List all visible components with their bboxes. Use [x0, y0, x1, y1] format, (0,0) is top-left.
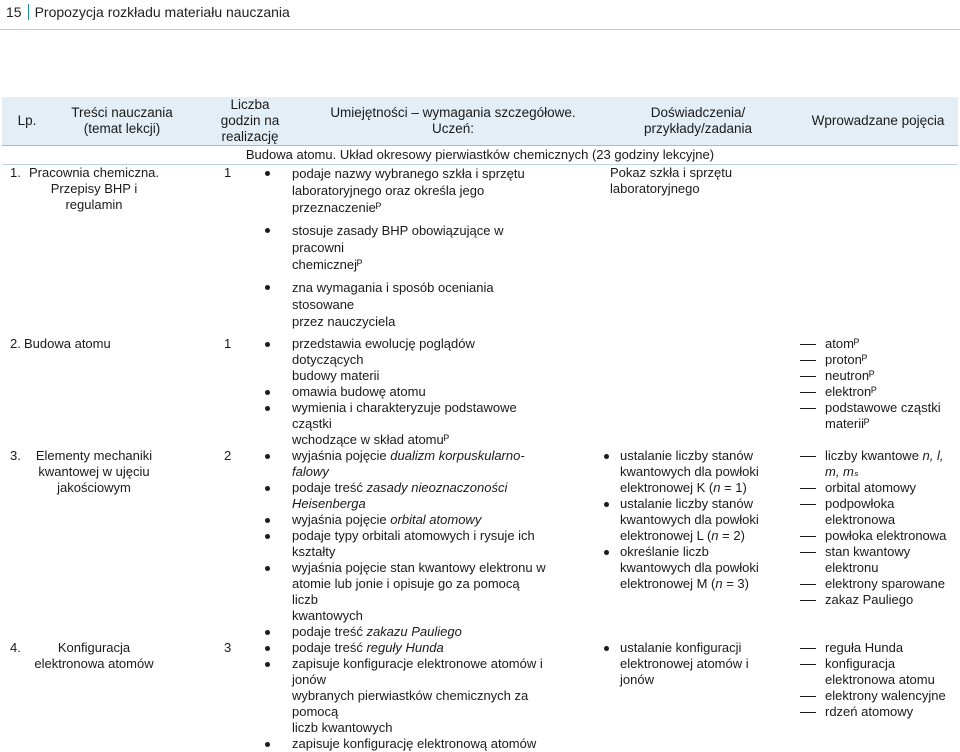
header-hours: Liczba godzin na realizację	[192, 97, 308, 146]
concept-item: reguła Hunda	[798, 640, 958, 656]
skill-item: stosuje zasady BHP obowiązujące w pracowni chemicznejᴾ	[258, 222, 548, 273]
skill-item: podaje typy orbitali atomowych i rysuje ich kształty	[258, 528, 548, 560]
experiment-item: ustalanie liczby stanów kwantowych dla powłoki elektronowej L (n = 2)	[598, 496, 798, 544]
skills-list	[258, 336, 548, 448]
experiments-list	[598, 448, 798, 592]
skill-item: wyjaśnia pojęcie orbital atomowy	[258, 512, 548, 528]
table-row	[2, 165, 958, 337]
row-number: 3.	[10, 448, 21, 463]
lesson-hours: 3	[224, 640, 232, 655]
header-experiments: Doświadczenia/ przykłady/zadania	[598, 97, 798, 146]
skills-list	[258, 165, 548, 330]
lesson-topic: Elementy mechaniki kwantowej w ujęciu jakościowym	[35, 448, 153, 495]
skill-item: podaje treść zasady nieoznaczoności Heisenberga	[258, 480, 548, 512]
header-lp: Lp.	[2, 97, 52, 146]
concepts-list	[798, 640, 958, 720]
concept-item: orbital atomowy	[798, 480, 958, 496]
page-header	[6, 0, 290, 24]
concept-item: atomᴾ	[798, 336, 958, 352]
experiments-cell	[598, 336, 798, 448]
lesson-topic: Pracownia chemiczna. Przepisy BHP i regulamin	[28, 165, 160, 212]
header-skills: Umiejętności – wymagania szczegółowe. Uczeń:	[308, 97, 598, 146]
concept-item: podstawowe cząstki materiiᴾ	[798, 400, 958, 432]
concept-item: protonᴾ	[798, 352, 958, 368]
lesson-hours: 1	[224, 336, 232, 351]
skill-item: zapisuje konfigurację elektronową atomów	[258, 736, 548, 752]
table-row	[2, 336, 958, 448]
skill-item: podaje treść reguły Hunda	[258, 640, 548, 656]
page-number: 15	[6, 4, 22, 20]
experiment-text: Pokaz szkła i sprzętu laboratoryjnego	[610, 165, 733, 196]
concepts-list	[798, 448, 958, 608]
skill-item: wyjaśnia pojęcie dualizm korpuskularno-falowy	[258, 448, 548, 480]
skills-cell	[258, 165, 548, 337]
skills-cell	[258, 448, 548, 640]
skill-item: podaje nazwy wybranego szkła i sprzętu laboratoryjnego oraz określa jego przeznaczenieᴾ	[258, 165, 548, 216]
concept-item: liczby kwantowe n, l, m, mₛ	[798, 448, 958, 480]
skills-list	[258, 448, 548, 640]
concept-item: konfiguracja elektronowa atomu	[798, 656, 958, 688]
concepts-cell	[798, 448, 958, 640]
lesson-hours: 1	[224, 165, 232, 180]
skill-item: przedstawia ewolucję poglądów dotyczących budowy materii	[258, 336, 548, 384]
skill-item: podaje treść zakazu Pauliego	[258, 624, 548, 640]
section-row	[2, 146, 958, 165]
experiment-item: ustalanie liczby stanów kwantowych dla powłoki elektronowej K (n = 1)	[598, 448, 798, 496]
section-title: Budowa atomu. Układ okresowy pierwiastków chemicznych (23 godziny lekcyjne)	[2, 146, 958, 165]
skill-item: zna wymagania i sposób oceniania stosowane przez nauczyciela	[258, 279, 548, 330]
concepts-list	[798, 336, 958, 432]
experiment-item: określanie liczb kwantowych dla powłoki elektronowej M (n = 3)	[598, 544, 798, 592]
skill-item: wymienia i charakteryzuje podstawowe cząstki wchodzące w skład atomuᴾ	[258, 400, 548, 448]
header-rule	[0, 29, 960, 30]
concept-item: elektrony sparowane	[798, 576, 958, 592]
page-header-title: Propozycja rozkładu materiału nauczania	[34, 4, 290, 20]
experiment-item: ustalanie konfiguracji elektronowej atomów i jonów	[598, 640, 798, 688]
experiments-cell	[598, 448, 798, 640]
concepts-cell	[798, 165, 958, 337]
skills-cell	[258, 336, 548, 448]
concept-item: rdzeń atomowy	[798, 704, 958, 720]
experiments-list	[598, 640, 798, 688]
table-row	[2, 448, 958, 640]
curriculum-table	[2, 97, 958, 752]
concepts-cell	[798, 640, 958, 752]
concept-item: neutronᴾ	[798, 368, 958, 384]
concept-item: powłoka elektronowa	[798, 528, 958, 544]
header-content: Treści nauczania (temat lekcji)	[52, 97, 192, 146]
skills-list	[258, 640, 548, 752]
header-concepts: Wprowadzane pojęcia	[798, 97, 958, 146]
concept-item: elektrony walencyjne	[798, 688, 958, 704]
lesson-hours: 2	[224, 448, 232, 463]
row-number: 2.	[10, 336, 21, 351]
table-row	[2, 640, 958, 752]
concept-item: stan kwantowy elektronu	[798, 544, 958, 576]
experiments-cell	[598, 165, 798, 337]
lesson-topic: Budowa atomu	[24, 336, 111, 351]
concept-item: elektronᴾ	[798, 384, 958, 400]
table-header-row	[2, 97, 958, 146]
experiments-cell	[598, 640, 798, 752]
skill-item: omawia budowę atomu	[258, 384, 548, 400]
row-number: 4.	[10, 640, 21, 655]
concepts-cell	[798, 336, 958, 448]
concept-item: podpowłoka elektronowa	[798, 496, 958, 528]
lesson-topic: Konfiguracja elektronowa atomów	[34, 640, 154, 671]
skill-item: zapisuje konfiguracje elektronowe atomów i jonów wybranych pierwiastków chemicznych za pomocą liczb kwantowych	[258, 656, 548, 736]
skill-item: wyjaśnia pojęcie stan kwantowy elektronu w atomie lub jonie i opisuje go za pomocą liczb kwantowych	[258, 560, 548, 624]
row-number: 1.	[10, 165, 21, 180]
concept-item: zakaz Pauliego	[798, 592, 958, 608]
skills-cell	[258, 640, 548, 752]
header-separator	[28, 4, 29, 20]
